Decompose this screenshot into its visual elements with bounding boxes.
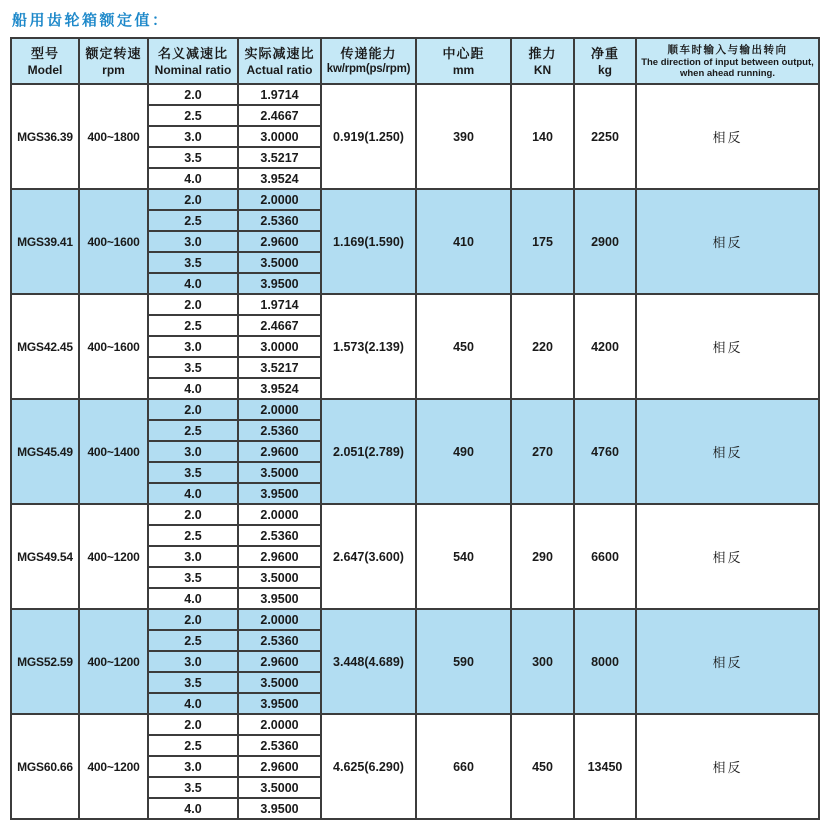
nominal-ratio-cell: 2.5 bbox=[148, 105, 238, 126]
actual-ratio-cell: 2.5360 bbox=[238, 420, 321, 441]
actual-ratio-cell: 3.9500 bbox=[238, 273, 321, 294]
actual-ratio-cell: 1.9714 bbox=[238, 294, 321, 315]
table-row bbox=[11, 189, 819, 210]
direction-header-en: The direction of input between output, when ahead running. bbox=[641, 56, 814, 80]
center-distance-cell: 410 bbox=[416, 189, 511, 294]
weight-header-cn: 净重 bbox=[590, 46, 619, 62]
nominal-ratio-cell: 2.0 bbox=[148, 189, 238, 210]
center-distance-header-cn: 中心距 bbox=[442, 46, 485, 62]
capacity-cell: 2.051(2.789) bbox=[321, 399, 416, 504]
center-distance-cell: 490 bbox=[416, 399, 511, 504]
table-row bbox=[11, 399, 819, 420]
weight-cell: 6600 bbox=[574, 504, 636, 609]
direction-cell: 相反 bbox=[636, 714, 819, 819]
actual-ratio-cell: 3.0000 bbox=[238, 126, 321, 147]
direction-cell: 相反 bbox=[636, 189, 819, 294]
model-cell: MGS45.49 bbox=[11, 399, 79, 504]
actual-ratio-header bbox=[238, 38, 321, 84]
actual-ratio-cell: 3.5000 bbox=[238, 672, 321, 693]
center-distance-header-en: mm bbox=[452, 62, 475, 77]
nominal-ratio-cell: 2.5 bbox=[148, 630, 238, 651]
nominal-ratio-cell: 3.0 bbox=[148, 546, 238, 567]
actual-ratio-cell: 3.0000 bbox=[238, 336, 321, 357]
table-row bbox=[11, 504, 819, 525]
direction-header bbox=[636, 38, 819, 84]
actual-ratio-cell: 3.9500 bbox=[238, 483, 321, 504]
direction-cell: 相反 bbox=[636, 399, 819, 504]
nominal-ratio-cell: 2.5 bbox=[148, 315, 238, 336]
actual-ratio-cell: 3.5000 bbox=[238, 252, 321, 273]
actual-ratio-cell: 2.5360 bbox=[238, 525, 321, 546]
thrust-cell: 450 bbox=[511, 714, 574, 819]
spec-table bbox=[10, 37, 820, 820]
actual-ratio-cell: 2.4667 bbox=[238, 315, 321, 336]
nominal-ratio-cell: 2.0 bbox=[148, 399, 238, 420]
actual-ratio-cell: 3.9500 bbox=[238, 588, 321, 609]
nominal-ratio-cell: 4.0 bbox=[148, 483, 238, 504]
rpm-cell: 400~1200 bbox=[79, 504, 148, 609]
actual-ratio-cell: 3.5217 bbox=[238, 357, 321, 378]
nominal-ratio-cell: 3.0 bbox=[148, 441, 238, 462]
actual-ratio-cell: 3.5217 bbox=[238, 147, 321, 168]
thrust-header-en: KN bbox=[533, 62, 552, 77]
nominal-ratio-cell: 3.0 bbox=[148, 231, 238, 252]
model-cell: MGS42.45 bbox=[11, 294, 79, 399]
thrust-header-cn: 推力 bbox=[528, 46, 557, 62]
weight-cell: 2900 bbox=[574, 189, 636, 294]
model-cell: MGS36.39 bbox=[11, 84, 79, 189]
capacity-cell: 4.625(6.290) bbox=[321, 714, 416, 819]
actual-ratio-cell: 3.9500 bbox=[238, 798, 321, 819]
nominal-ratio-cell: 2.5 bbox=[148, 420, 238, 441]
nominal-ratio-cell: 2.5 bbox=[148, 525, 238, 546]
weight-cell: 4200 bbox=[574, 294, 636, 399]
actual-ratio-cell: 1.9714 bbox=[238, 84, 321, 105]
thrust-cell: 140 bbox=[511, 84, 574, 189]
weight-cell: 8000 bbox=[574, 609, 636, 714]
actual-ratio-cell: 3.9524 bbox=[238, 378, 321, 399]
rpm-cell: 400~1200 bbox=[79, 609, 148, 714]
center-distance-cell: 450 bbox=[416, 294, 511, 399]
table-row bbox=[11, 84, 819, 105]
thrust-cell: 300 bbox=[511, 609, 574, 714]
actual-ratio-cell: 2.0000 bbox=[238, 504, 321, 525]
actual-ratio-cell: 2.5360 bbox=[238, 630, 321, 651]
actual-ratio-cell: 2.9600 bbox=[238, 441, 321, 462]
center-distance-cell: 590 bbox=[416, 609, 511, 714]
nominal-ratio-cell: 2.0 bbox=[148, 294, 238, 315]
thrust-cell: 175 bbox=[511, 189, 574, 294]
model-header-cn: 型号 bbox=[30, 46, 59, 62]
nominal-ratio-cell: 3.5 bbox=[148, 252, 238, 273]
nominal-ratio-cell: 4.0 bbox=[148, 693, 238, 714]
direction-header-cn: 顺车时输入与输出转向 bbox=[667, 43, 788, 56]
nominal-ratio-cell: 3.5 bbox=[148, 462, 238, 483]
direction-cell: 相反 bbox=[636, 294, 819, 399]
thrust-header bbox=[511, 38, 574, 84]
rpm-header-en: rpm bbox=[102, 62, 125, 77]
nominal-ratio-cell: 3.5 bbox=[148, 567, 238, 588]
actual-ratio-cell: 2.0000 bbox=[238, 714, 321, 735]
actual-ratio-cell: 2.4667 bbox=[238, 105, 321, 126]
actual-ratio-cell: 2.5360 bbox=[238, 735, 321, 756]
nominal-ratio-cell: 2.5 bbox=[148, 210, 238, 231]
nominal-ratio-cell: 2.5 bbox=[148, 735, 238, 756]
center-distance-cell: 390 bbox=[416, 84, 511, 189]
capacity-cell: 1.169(1.590) bbox=[321, 189, 416, 294]
rpm-cell: 400~1600 bbox=[79, 294, 148, 399]
weight-cell: 4760 bbox=[574, 399, 636, 504]
direction-cell: 相反 bbox=[636, 504, 819, 609]
page-title: 船用齿轮箱额定值： bbox=[12, 12, 170, 29]
nominal-ratio-header-cn: 名义减速比 bbox=[157, 46, 228, 62]
model-cell: MGS52.59 bbox=[11, 609, 79, 714]
model-cell: MGS39.41 bbox=[11, 189, 79, 294]
actual-ratio-cell: 2.9600 bbox=[238, 546, 321, 567]
nominal-ratio-cell: 4.0 bbox=[148, 798, 238, 819]
weight-header bbox=[574, 38, 636, 84]
capacity-header bbox=[321, 38, 416, 84]
nominal-ratio-header-en: Nominal ratio bbox=[154, 62, 232, 77]
nominal-ratio-cell: 3.0 bbox=[148, 336, 238, 357]
model-cell: MGS49.54 bbox=[11, 504, 79, 609]
rpm-cell: 400~1600 bbox=[79, 189, 148, 294]
capacity-cell: 3.448(4.689) bbox=[321, 609, 416, 714]
nominal-ratio-cell: 2.0 bbox=[148, 504, 238, 525]
center-distance-cell: 540 bbox=[416, 504, 511, 609]
rpm-cell: 400~1400 bbox=[79, 399, 148, 504]
capacity-cell: 2.647(3.600) bbox=[321, 504, 416, 609]
thrust-cell: 290 bbox=[511, 504, 574, 609]
actual-ratio-cell: 2.9600 bbox=[238, 756, 321, 777]
thrust-cell: 220 bbox=[511, 294, 574, 399]
weight-cell: 13450 bbox=[574, 714, 636, 819]
nominal-ratio-cell: 3.5 bbox=[148, 777, 238, 798]
actual-ratio-cell: 3.9500 bbox=[238, 693, 321, 714]
model-header bbox=[11, 38, 79, 84]
nominal-ratio-cell: 3.0 bbox=[148, 651, 238, 672]
actual-ratio-cell: 2.0000 bbox=[238, 189, 321, 210]
rpm-cell: 400~1200 bbox=[79, 714, 148, 819]
rpm-cell: 400~1800 bbox=[79, 84, 148, 189]
nominal-ratio-cell: 4.0 bbox=[148, 273, 238, 294]
thrust-cell: 270 bbox=[511, 399, 574, 504]
nominal-ratio-cell: 4.0 bbox=[148, 588, 238, 609]
actual-ratio-cell: 2.0000 bbox=[238, 609, 321, 630]
table-row bbox=[11, 714, 819, 735]
center-distance-cell: 660 bbox=[416, 714, 511, 819]
table-row bbox=[11, 294, 819, 315]
model-cell: MGS60.66 bbox=[11, 714, 79, 819]
nominal-ratio-cell: 4.0 bbox=[148, 378, 238, 399]
actual-ratio-cell: 2.0000 bbox=[238, 399, 321, 420]
capacity-header-en: kw/rpm(ps/rpm) bbox=[326, 62, 411, 75]
nominal-ratio-cell: 3.5 bbox=[148, 147, 238, 168]
actual-ratio-cell: 2.9600 bbox=[238, 231, 321, 252]
nominal-ratio-cell: 2.0 bbox=[148, 609, 238, 630]
nominal-ratio-header bbox=[148, 38, 238, 84]
weight-header-en: kg bbox=[597, 62, 612, 77]
nominal-ratio-cell: 3.5 bbox=[148, 357, 238, 378]
direction-cell: 相反 bbox=[636, 609, 819, 714]
actual-ratio-header-cn: 实际减速比 bbox=[244, 46, 315, 62]
rpm-header-cn: 额定转速 bbox=[85, 46, 142, 62]
actual-ratio-cell: 3.5000 bbox=[238, 462, 321, 483]
actual-ratio-cell: 3.5000 bbox=[238, 777, 321, 798]
actual-ratio-cell: 2.5360 bbox=[238, 210, 321, 231]
weight-cell: 2250 bbox=[574, 84, 636, 189]
actual-ratio-header-en: Actual ratio bbox=[246, 62, 313, 77]
capacity-cell: 0.919(1.250) bbox=[321, 84, 416, 189]
nominal-ratio-cell: 2.0 bbox=[148, 84, 238, 105]
nominal-ratio-cell: 3.0 bbox=[148, 756, 238, 777]
nominal-ratio-cell: 4.0 bbox=[148, 168, 238, 189]
nominal-ratio-cell: 3.0 bbox=[148, 126, 238, 147]
actual-ratio-cell: 3.9524 bbox=[238, 168, 321, 189]
actual-ratio-cell: 2.9600 bbox=[238, 651, 321, 672]
rpm-header bbox=[79, 38, 148, 84]
capacity-cell: 1.573(2.139) bbox=[321, 294, 416, 399]
direction-cell: 相反 bbox=[636, 84, 819, 189]
nominal-ratio-cell: 3.5 bbox=[148, 672, 238, 693]
header-row bbox=[11, 38, 819, 84]
center-distance-header bbox=[416, 38, 511, 84]
model-header-en: Model bbox=[27, 62, 63, 77]
capacity-header-cn: 传递能力 bbox=[340, 46, 397, 62]
nominal-ratio-cell: 2.0 bbox=[148, 714, 238, 735]
table-row bbox=[11, 609, 819, 630]
actual-ratio-cell: 3.5000 bbox=[238, 567, 321, 588]
